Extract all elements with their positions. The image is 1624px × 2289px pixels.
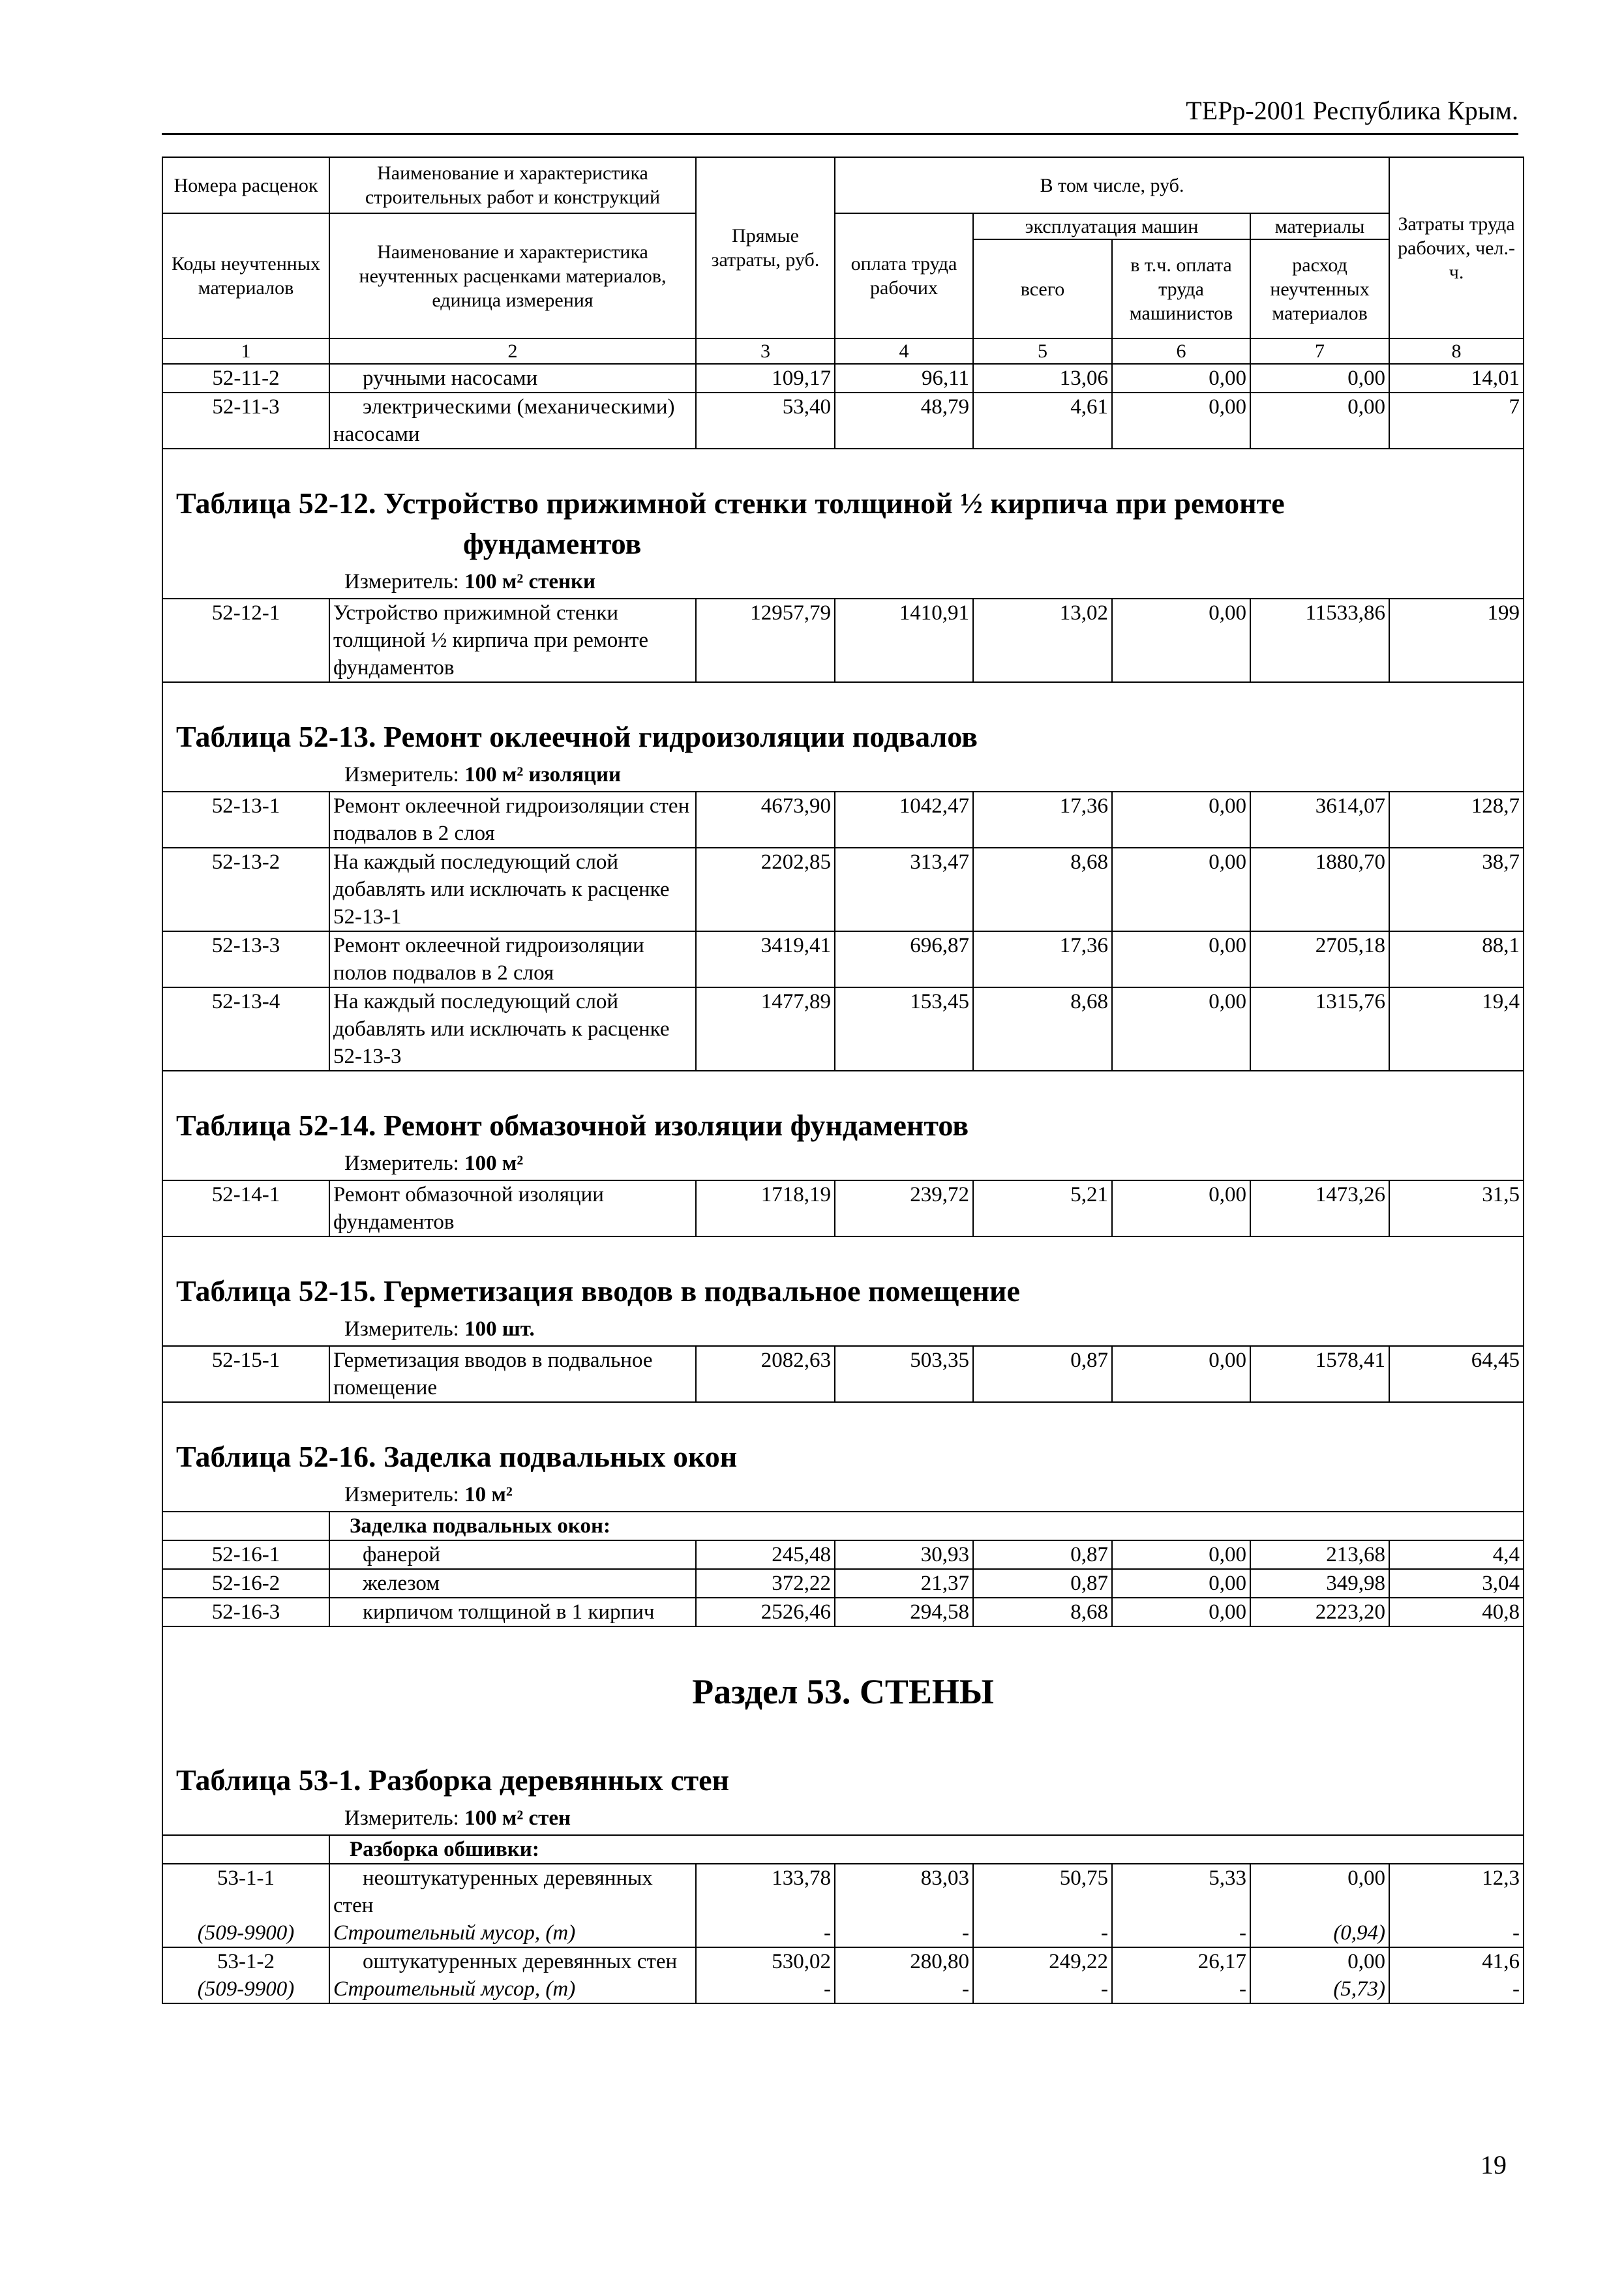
- direct-cost: 133,78: [696, 1864, 835, 1919]
- table-row: [162, 1180, 1524, 1236]
- measure-value: 100 м² изоляции: [464, 763, 622, 786]
- rate-name: кирпичом толщиной в 1 кирпич: [329, 1598, 696, 1626]
- direct-cost: 2526,46: [696, 1598, 835, 1626]
- rate-name: Устройство прижимной стенки толщиной ½ кирпича при ремонте фундаментов: [329, 599, 696, 682]
- table-title: Таблица 52-14. Ремонт обмазочной изоляции фундаментов: [162, 1103, 1524, 1147]
- rate-name: фанерой: [329, 1540, 696, 1569]
- materials-cost: 0,00: [1250, 364, 1389, 393]
- material-hours: -: [1389, 1975, 1524, 2003]
- materials-cost: 3614,07: [1250, 792, 1389, 848]
- rate-name: Ремонт оклеечной гидроизоляции стен подвалов в 2 слоя: [329, 792, 696, 848]
- header-labor-pay: оплата труда рабочих: [835, 213, 973, 338]
- materials-cost: 0,00: [1250, 1864, 1389, 1919]
- rate-name: Герметизация вводов в подвальное помещение: [329, 1346, 696, 1402]
- labor-hours: 128,7: [1389, 792, 1524, 848]
- table-row: [162, 848, 1524, 931]
- rate-name: На каждый последующий слой добавлять или исключать к расценке 52-13-3: [329, 987, 696, 1071]
- labor-pay: 239,72: [835, 1180, 973, 1236]
- measure-value: 100 м²: [464, 1152, 524, 1175]
- spacer: [162, 1071, 1524, 1103]
- machines-total: 5,21: [973, 1180, 1112, 1236]
- header-col2-top: Наименование и характеристика строительных работ и конструкций: [329, 157, 696, 213]
- table-title-row: [162, 1268, 1524, 1313]
- header-col1-top: Номера расценок: [162, 157, 329, 213]
- table-title: Таблица 52-13. Ремонт оклеечной гидроизоляции подвалов: [162, 714, 1524, 758]
- direct-cost: 12957,79: [696, 599, 835, 682]
- rate-name: неоштукатуренных деревянных стен: [329, 1864, 696, 1919]
- materials-cost: 0,00: [1250, 1947, 1389, 1975]
- machinist-pay: 0,00: [1112, 393, 1250, 449]
- table-row: [162, 931, 1524, 987]
- labor-hours: 64,45: [1389, 1346, 1524, 1402]
- measure-value: 100 м² стенки: [464, 570, 596, 593]
- table-row: [162, 393, 1524, 449]
- direct-cost: 109,17: [696, 364, 835, 393]
- materials-cost: 11533,86: [1250, 599, 1389, 682]
- table-title-row: [162, 1103, 1524, 1147]
- table-row: [162, 1947, 1524, 1975]
- labor-hours: 40,8: [1389, 1598, 1524, 1626]
- table-title: Таблица 52-15. Герметизация вводов в подвальное помещение: [162, 1268, 1524, 1313]
- table-row: [162, 987, 1524, 1071]
- direct-cost: 1477,89: [696, 987, 835, 1071]
- table-row: [162, 1598, 1524, 1626]
- material-labor: -: [835, 1975, 973, 2003]
- header-unaccounted-materials: расход неучтенных материалов: [1250, 239, 1389, 338]
- machinist-pay: 0,00: [1112, 1540, 1250, 1569]
- header-machinist-pay: в т.ч. оплата труда машинистов: [1112, 239, 1250, 338]
- direct-cost: 372,22: [696, 1569, 835, 1598]
- labor-pay: 696,87: [835, 931, 973, 987]
- labor-pay: 83,03: [835, 1864, 973, 1919]
- machines-total: 17,36: [973, 931, 1112, 987]
- materials-cost: 1578,41: [1250, 1346, 1389, 1402]
- header-row-top: [162, 157, 1524, 213]
- rate-name: электрическими (механическими) насосами: [329, 393, 696, 449]
- col-number: 2: [329, 338, 696, 364]
- labor-hours: 19,4: [1389, 987, 1524, 1071]
- spacer: [162, 1402, 1524, 1434]
- materials-cost: 1880,70: [1250, 848, 1389, 931]
- material-row: [162, 1975, 1524, 2003]
- header-labor-hours: Затраты труда рабочих, чел.-ч.: [1389, 157, 1524, 338]
- measure-label: Измеритель:: [344, 1152, 459, 1175]
- rate-code: 52-16-2: [162, 1569, 329, 1598]
- table-row: [162, 599, 1524, 682]
- material-machinist: -: [1112, 1919, 1250, 1947]
- machines-total: 8,68: [973, 987, 1112, 1071]
- measure-row: [162, 758, 1524, 792]
- machines-total: 0,87: [973, 1569, 1112, 1598]
- materials-cost: 213,68: [1250, 1540, 1389, 1569]
- labor-pay: 30,93: [835, 1540, 973, 1569]
- table-row: [162, 364, 1524, 393]
- direct-cost: 1718,19: [696, 1180, 835, 1236]
- table-row: [162, 1346, 1524, 1402]
- rate-code: 52-13-1: [162, 792, 329, 848]
- labor-pay: 48,79: [835, 393, 973, 449]
- labor-hours: 199: [1389, 599, 1524, 682]
- machines-total: 17,36: [973, 792, 1112, 848]
- measure-row: [162, 565, 1524, 599]
- machines-total: 0,87: [973, 1346, 1112, 1402]
- header-col1-bottom: Коды неучтенных материалов: [162, 213, 329, 338]
- group-label: Заделка подвальных окон:: [329, 1512, 1524, 1540]
- labor-pay: 1410,91: [835, 599, 973, 682]
- table-row: [162, 792, 1524, 848]
- labor-hours: 88,1: [1389, 931, 1524, 987]
- rate-name: На каждый последующий слой добавлять или исключать к расценке 52-13-1: [329, 848, 696, 931]
- machines-total: 50,75: [973, 1864, 1112, 1919]
- direct-cost: 53,40: [696, 393, 835, 449]
- material-name: Строительный мусор, (т): [329, 1919, 696, 1947]
- header-materials: материалы: [1250, 213, 1389, 239]
- direct-cost: 530,02: [696, 1947, 835, 1975]
- material-machinist: -: [1112, 1975, 1250, 2003]
- table-title: Таблица 52-16. Заделка подвальных окон: [162, 1434, 1524, 1478]
- labor-pay: 153,45: [835, 987, 973, 1071]
- measure-row: [162, 1147, 1524, 1180]
- machines-total: 249,22: [973, 1947, 1112, 1975]
- material-direct: -: [696, 1975, 835, 2003]
- labor-hours: 4,4: [1389, 1540, 1524, 1569]
- rate-code: 52-16-1: [162, 1540, 329, 1569]
- machinist-pay: 0,00: [1112, 848, 1250, 931]
- header-machines-total: всего: [973, 239, 1112, 338]
- group-row: [162, 1512, 1524, 1540]
- material-quantity: (5,73): [1250, 1975, 1389, 2003]
- material-direct: -: [696, 1919, 835, 1947]
- labor-pay: 96,11: [835, 364, 973, 393]
- machinist-pay: 0,00: [1112, 1598, 1250, 1626]
- header-column-numbers: [162, 338, 1524, 364]
- col-number: 1: [162, 338, 329, 364]
- measure-label: Измеритель:: [344, 570, 459, 593]
- measure-value: 100 шт.: [464, 1317, 535, 1341]
- table-title-row: [162, 714, 1524, 758]
- header-machines: эксплуатация машин: [973, 213, 1250, 239]
- rate-name: Ремонт обмазочной изоляции фундаментов: [329, 1180, 696, 1236]
- table-title: Таблица 52-12. Устройство прижимной стенки толщиной ½ кирпича при ремонте: [162, 481, 1524, 525]
- labor-hours: 38,7: [1389, 848, 1524, 931]
- rates-table: [162, 157, 1524, 2004]
- rate-code: 52-13-3: [162, 931, 329, 987]
- rate-code: 53-1-1: [162, 1864, 329, 1919]
- table-title-row: [162, 481, 1524, 525]
- running-header: ТЕРр-2001 Республика Крым.: [162, 95, 1518, 135]
- material-quantity: (0,94): [1250, 1919, 1389, 1947]
- table-row: [162, 1864, 1524, 1919]
- materials-cost: 1473,26: [1250, 1180, 1389, 1236]
- section-title-row: [162, 1626, 1524, 1758]
- machines-total: 4,61: [973, 393, 1112, 449]
- table-title: Таблица 53-1. Разборка деревянных стен: [162, 1758, 1524, 1802]
- rate-code: 52-13-2: [162, 848, 329, 931]
- rate-code: 52-11-2: [162, 364, 329, 393]
- machinist-pay: 0,00: [1112, 931, 1250, 987]
- header-col2-bottom: Наименование и характеристика неучтенных расценками материалов, единица измерения: [329, 213, 696, 338]
- machines-total: 13,02: [973, 599, 1112, 682]
- labor-hours: 12,3: [1389, 1864, 1524, 1919]
- machinist-pay: 5,33: [1112, 1864, 1250, 1919]
- col-number: 5: [973, 338, 1112, 364]
- measure-label: Измеритель:: [344, 1483, 459, 1506]
- rate-name: оштукатуренных деревянных стен: [329, 1947, 696, 1975]
- rate-code: 52-13-4: [162, 987, 329, 1071]
- measure-label: Измеритель:: [344, 763, 459, 786]
- rate-name: ручными насосами: [329, 364, 696, 393]
- labor-pay: 313,47: [835, 848, 973, 931]
- labor-pay: 503,35: [835, 1346, 973, 1402]
- material-hours: -: [1389, 1919, 1524, 1947]
- machines-total: 8,68: [973, 848, 1112, 931]
- labor-pay: 1042,47: [835, 792, 973, 848]
- measure-row: [162, 1478, 1524, 1512]
- machinist-pay: 0,00: [1112, 1180, 1250, 1236]
- machines-total: 0,87: [973, 1540, 1112, 1569]
- machinist-pay: 0,00: [1112, 1569, 1250, 1598]
- table-title-row: [162, 1758, 1524, 1802]
- measure-label: Измеритель:: [344, 1317, 459, 1341]
- direct-cost: 245,48: [696, 1540, 835, 1569]
- rate-code: 52-14-1: [162, 1180, 329, 1236]
- rate-name: Ремонт оклеечной гидроизоляции полов подвалов в 2 слоя: [329, 931, 696, 987]
- materials-cost: 349,98: [1250, 1569, 1389, 1598]
- section-title: Раздел 53. СТЕНЫ: [162, 1626, 1524, 1758]
- labor-pay: 294,58: [835, 1598, 973, 1626]
- header-row-mid: [162, 213, 1524, 239]
- rate-name: железом: [329, 1569, 696, 1598]
- table-row: [162, 1540, 1524, 1569]
- spacer: [162, 449, 1524, 481]
- rate-code: 52-15-1: [162, 1346, 329, 1402]
- materials-cost: 1315,76: [1250, 987, 1389, 1071]
- machinist-pay: 0,00: [1112, 1346, 1250, 1402]
- materials-cost: 2705,18: [1250, 931, 1389, 987]
- table-title-row: [162, 525, 1524, 565]
- labor-hours: 31,5: [1389, 1180, 1524, 1236]
- group-label: Разборка обшивки:: [329, 1835, 1524, 1864]
- col-number: 4: [835, 338, 973, 364]
- material-code: (509-9900): [162, 1919, 329, 1947]
- measure-value: 10 м²: [464, 1483, 513, 1506]
- table-title-cont: фундаментов: [162, 525, 1524, 565]
- machinist-pay: 0,00: [1112, 364, 1250, 393]
- labor-hours: 7: [1389, 393, 1524, 449]
- material-labor: -: [835, 1919, 973, 1947]
- spacer: [162, 682, 1524, 714]
- rate-code: 52-11-3: [162, 393, 329, 449]
- rates-sheet: [162, 157, 1523, 2004]
- spacer: [162, 1236, 1524, 1268]
- col-number: 3: [696, 338, 835, 364]
- machinist-pay: 0,00: [1112, 987, 1250, 1071]
- labor-hours: 14,01: [1389, 364, 1524, 393]
- direct-cost: 3419,41: [696, 931, 835, 987]
- header-in-total: В том числе, руб.: [835, 157, 1389, 213]
- material-row: [162, 1919, 1524, 1947]
- measure-row: [162, 1313, 1524, 1346]
- table-title-row: [162, 1434, 1524, 1478]
- rate-code: 53-1-2: [162, 1947, 329, 1975]
- labor-pay: 280,80: [835, 1947, 973, 1975]
- labor-hours: 3,04: [1389, 1569, 1524, 1598]
- labor-pay: 21,37: [835, 1569, 973, 1598]
- direct-cost: 2202,85: [696, 848, 835, 931]
- measure-label: Измеритель:: [344, 1806, 459, 1830]
- materials-cost: 2223,20: [1250, 1598, 1389, 1626]
- machinist-pay: 0,00: [1112, 599, 1250, 682]
- col-number: 6: [1112, 338, 1250, 364]
- rate-code: 52-12-1: [162, 599, 329, 682]
- machinist-pay: 0,00: [1112, 792, 1250, 848]
- measure-row: [162, 1802, 1524, 1835]
- material-code: (509-9900): [162, 1975, 329, 2003]
- header-direct-costs: Прямые затраты, руб.: [696, 157, 835, 338]
- group-row: [162, 1835, 1524, 1864]
- table-row: [162, 1569, 1524, 1598]
- col-number: 8: [1389, 338, 1524, 364]
- material-name: Строительный мусор, (т): [329, 1975, 696, 2003]
- rate-code: 52-16-3: [162, 1598, 329, 1626]
- materials-cost: 0,00: [1250, 393, 1389, 449]
- material-machines: -: [973, 1919, 1112, 1947]
- machines-total: 8,68: [973, 1598, 1112, 1626]
- col-number: 7: [1250, 338, 1389, 364]
- measure-value: 100 м² стен: [464, 1806, 571, 1830]
- page-number: 19: [1481, 2150, 1507, 2179]
- material-machines: -: [973, 1975, 1112, 2003]
- direct-cost: 2082,63: [696, 1346, 835, 1402]
- machinist-pay: 26,17: [1112, 1947, 1250, 1975]
- labor-hours: 41,6: [1389, 1947, 1524, 1975]
- machines-total: 13,06: [973, 364, 1112, 393]
- direct-cost: 4673,90: [696, 792, 835, 848]
